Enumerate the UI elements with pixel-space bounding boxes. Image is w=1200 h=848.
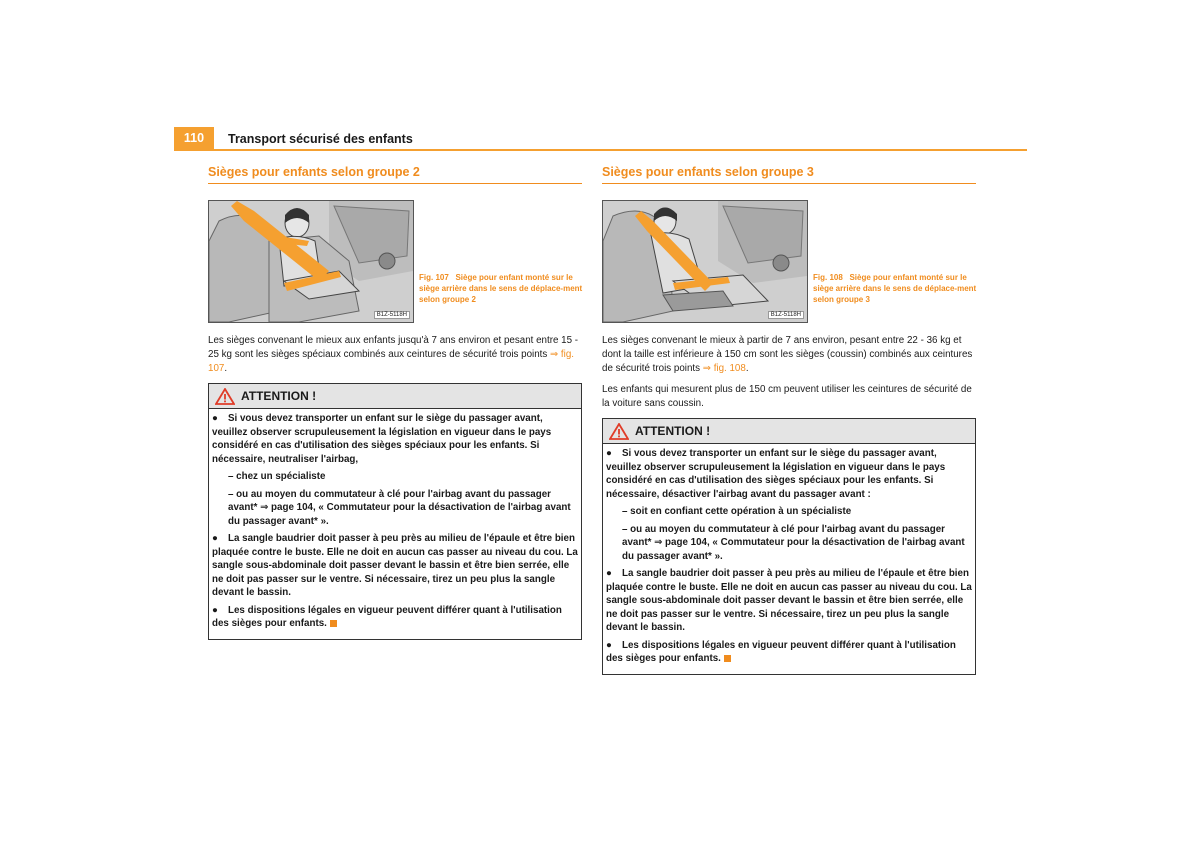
warning-item — [606, 639, 972, 666]
figure-caption — [813, 272, 978, 305]
figure-link[interactable]: ⇒ fig. 107 — [208, 349, 574, 374]
warning-item-text: Si vous devez transporter un enfant sur le siège du passager avant, veuillez observer scrupuleusement la législation en vigueur dans le pays considéré en cas d'utilisation des sièges spéciaux pour les enfants. Si nécessaire, neutraliser l'airbag, — [212, 413, 552, 465]
child-cushion-illustration — [603, 201, 807, 322]
bullet-icon: ● — [606, 568, 612, 579]
warning-item-text: La sangle baudrier doit passer à peu près au milieu de l'épaule et être bien plaquée contre le buste. Elle ne doit en aucun cas passer au niveau du cou. La sangle sous-abdominale doit passer devant le bassin et être bien serrée, elle ne doit pas passer sur le ventre. Si nécessaire, tirez un peu plus la sangle devant le bassin. — [606, 568, 972, 633]
page-title: Transport sécurisé des enfants — [228, 132, 413, 146]
end-square-icon — [724, 655, 731, 662]
warning-triangle-icon — [215, 388, 235, 405]
warning-item-text: La sangle baudrier doit passer à peu près au milieu de l'épaule et être bien plaquée contre le buste. Elle ne doit en aucun cas passer au niveau du cou. La sangle sous-abdominale doit passer devant le bassin et être bien serrée, elle ne doit pas passer sur le ventre. Si nécessaire, tirez un peu plus la sangle devant le bassin. — [212, 533, 578, 598]
warning-item-text: Si vous devez transporter un enfant sur le siège du passager avant, veuillez observer scrupuleusement la législation en vigueur dans le pays considéré en cas d'utilisation des sièges spéciaux pour les enfants. Si nécessaire, désactiver l'airbag avant du passager avant : — [606, 448, 946, 500]
section-title: Sièges pour enfants selon groupe 3 — [602, 165, 976, 184]
warning-box — [602, 418, 976, 675]
section-group-2 — [208, 165, 582, 640]
figure-caption — [419, 272, 584, 305]
paragraph-end: . — [224, 363, 228, 374]
paragraph-text: Les sièges convenant le mieux à partir de 7 ans environ, pesant entre 22 - 36 kg et dont la taille est inférieure à 150 cm sont les sièges (coussin) combinés aux ceintures de sécurité trois points — [602, 335, 973, 374]
warning-item — [606, 567, 972, 635]
warning-body — [603, 444, 975, 674]
warning-subitem: – ou au moyen du commutateur à clé pour l'airbag avant du passager avant* ⇒ page 104, « Commutateur pour la désactivation de l'airbag avant du passager avant* ». — [622, 523, 965, 562]
figure-row — [602, 200, 976, 324]
warning-item — [212, 412, 578, 466]
caption-text: Siège pour enfant monté sur le siège arrière dans le sens de déplace-ment selon groupe 2 — [419, 273, 583, 304]
body-text — [208, 334, 582, 376]
page-number: 110 — [174, 127, 214, 149]
warning-subitem: – chez un spécialiste — [228, 471, 326, 482]
warning-body — [209, 409, 581, 639]
warning-item-text: Les dispositions légales en vigueur peuvent différer quant à l'utilisation des sièges pour enfants. — [212, 604, 562, 629]
caption-fig-number: Fig. 108 — [813, 273, 843, 282]
bullet-icon: ● — [212, 604, 218, 616]
warning-label: ATTENTION ! — [635, 424, 711, 438]
warning-subitem: – soit en confiant cette opération à un spécialiste — [622, 506, 852, 517]
figure-row — [208, 200, 582, 324]
warning-label: ATTENTION ! — [241, 389, 317, 403]
caption-text: Siège pour enfant monté sur le siège arrière dans le sens de déplace-ment selon groupe 3 — [813, 273, 977, 304]
paragraph-end: . — [745, 363, 749, 374]
warning-header — [209, 384, 581, 409]
body-text — [602, 334, 976, 411]
end-square-icon — [330, 620, 337, 627]
paragraph: Les enfants qui mesurent plus de 150 cm peuvent utiliser les ceintures de sécurité de la voiture sans coussin. — [602, 384, 972, 409]
warning-triangle-icon — [609, 423, 629, 440]
paragraph — [602, 334, 976, 376]
figure-code: B1Z-5118H — [374, 311, 410, 319]
warning-item-text: Les dispositions légales en vigueur peuvent différer quant à l'utilisation des sièges pour enfants. — [606, 639, 956, 664]
bullet-icon: ● — [606, 639, 612, 651]
paragraph — [208, 334, 582, 376]
bullet-icon: ● — [606, 448, 612, 459]
warning-subitem: – ou au moyen du commutateur à clé pour l'airbag avant du passager avant* ⇒ page 104, « Commutateur pour la désactivation de l'airbag avant du passager avant* ». — [228, 488, 571, 527]
child-seat-illustration — [209, 201, 413, 322]
figure-link[interactable]: ⇒ fig. 108 — [702, 363, 746, 374]
figure-image — [208, 200, 414, 323]
bullet-icon: ● — [212, 413, 218, 424]
header-rule — [174, 149, 1027, 151]
bullet-icon: ● — [212, 533, 218, 544]
caption-fig-number: Fig. 107 — [419, 273, 449, 282]
warning-item — [212, 604, 578, 631]
figure-image — [602, 200, 808, 323]
warning-box — [208, 383, 582, 640]
section-title: Sièges pour enfants selon groupe 2 — [208, 165, 582, 184]
paragraph-text: Les sièges convenant le mieux aux enfants jusqu'à 7 ans environ et pesant entre 15 - 25 kg sont les sièges spéciaux combinés aux ceintures de sécurité trois points — [208, 335, 579, 360]
warning-header — [603, 419, 975, 444]
warning-item — [606, 447, 972, 501]
warning-item — [212, 532, 578, 600]
section-group-3 — [602, 165, 976, 675]
figure-code: B1Z-5118H — [768, 311, 804, 319]
